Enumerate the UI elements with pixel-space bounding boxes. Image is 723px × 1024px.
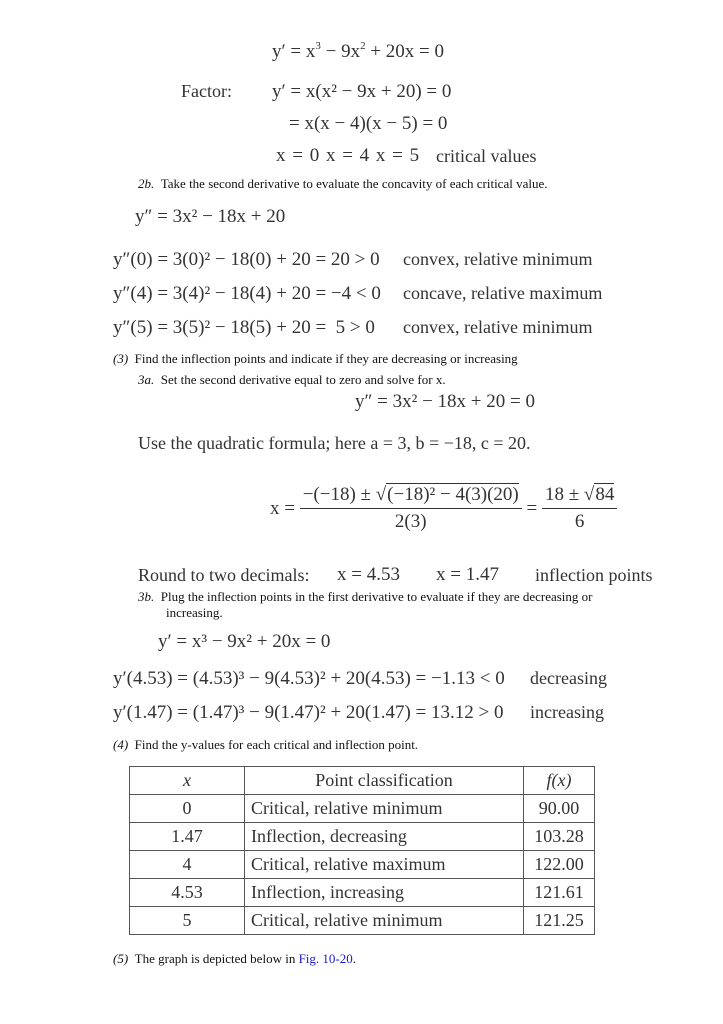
step-4-instruction: (4) Find the y-values for each critical and inflection point. bbox=[113, 737, 419, 752]
slope-eval-453: y′(4.53) = (4.53)³ − 9(4.53)² + 20(4.53) = −1.13 < 0 bbox=[113, 668, 505, 689]
step-3b-instruction: 3b. Plug the inflection points in the first derivative to evaluate if they are decreasing or bbox=[138, 589, 593, 604]
cell-classification: Critical, relative minimum bbox=[245, 907, 524, 935]
step-2b-instruction: 2b. Take the second derivative to evaluate the concavity of each critical value. bbox=[138, 176, 548, 191]
quadratic-formula: x = $\frac{\text{−(−18) ± √(−18)² − 4(3)(20)}}{2(3)}$ = $\frac{18 \pm √84}{6}$ bbox=[270, 484, 617, 533]
concavity-eval-0: y″(0) = 3(0)² − 18(0) + 20 = 20 > 0 bbox=[113, 249, 380, 270]
header-x: x bbox=[130, 767, 245, 795]
first-derivative-equation: $y' = x^3 - 9x^2 + 20x = 0$ bbox=[272, 40, 445, 62]
step-5-instruction: (5) The graph is depicted below in Fig. 10-20. bbox=[113, 951, 356, 966]
factored-equation: y′ = x(x² − 9x + 20) = 0 bbox=[272, 81, 452, 102]
quadratic-formula-note: Use the quadratic formula; here a = 3, b = −18, c = 20. bbox=[138, 433, 531, 453]
cell-fx: 121.61 bbox=[524, 879, 595, 907]
cell-x: 4 bbox=[130, 851, 245, 879]
figure-link[interactable]: Fig. 10-20 bbox=[298, 951, 353, 966]
cell-fx: 90.00 bbox=[524, 795, 595, 823]
step-4-marker: (4) bbox=[113, 737, 129, 752]
cell-fx: 103.28 bbox=[524, 823, 595, 851]
inflection-points-label: inflection points bbox=[535, 565, 653, 585]
concavity-eval-4: y″(4) = 3(4)² − 18(4) + 20 = −4 < 0 bbox=[113, 283, 381, 304]
inflection-x1: x = 4.53 bbox=[337, 564, 400, 585]
cell-x: 0 bbox=[130, 795, 245, 823]
table-row bbox=[130, 851, 595, 879]
step-3a-marker: 3a. bbox=[138, 372, 155, 387]
table-row bbox=[130, 823, 595, 851]
step-3b-marker: 3b. bbox=[138, 589, 155, 604]
concavity-result-0: convex, relative minimum bbox=[403, 249, 593, 269]
critical-values-equation: x = 0 x = 4 x = 5 bbox=[276, 145, 420, 166]
factor-label: Factor: bbox=[181, 81, 232, 101]
concavity-eval-5: y″(5) = 3(5)² − 18(5) + 20 = 5 > 0 bbox=[113, 317, 375, 338]
step-3a-instruction: 3a. Set the second derivative equal to zero and solve for x. bbox=[138, 372, 446, 387]
slope-result-147: increasing bbox=[530, 702, 604, 722]
concavity-result-5: convex, relative minimum bbox=[403, 317, 593, 337]
second-derivative-equation: y″ = 3x² − 18x + 20 bbox=[135, 206, 286, 227]
cell-fx: 122.00 bbox=[524, 851, 595, 879]
concavity-result-4: concave, relative maximum bbox=[403, 283, 603, 303]
table-row bbox=[130, 907, 595, 935]
step-2b-marker: 2b. bbox=[138, 176, 155, 191]
inflection-x2: x = 1.47 bbox=[436, 564, 499, 585]
cell-x: 1.47 bbox=[130, 823, 245, 851]
first-derivative-equation-2: y′ = x³ − 9x² + 20x = 0 bbox=[158, 631, 331, 652]
step-3-marker: (3) bbox=[113, 351, 129, 366]
table-header-row bbox=[130, 767, 595, 795]
header-fx: f(x) bbox=[524, 767, 595, 795]
factored-equation-2: = x(x − 4)(x − 5) = 0 bbox=[289, 113, 448, 134]
cell-classification: Critical, relative maximum bbox=[245, 851, 524, 879]
cell-classification: Inflection, decreasing bbox=[245, 823, 524, 851]
classification-table bbox=[129, 766, 595, 935]
table-row bbox=[130, 879, 595, 907]
slope-result-453: decreasing bbox=[530, 668, 607, 688]
cell-classification: Inflection, increasing bbox=[245, 879, 524, 907]
cell-fx: 121.25 bbox=[524, 907, 595, 935]
cell-classification: Critical, relative minimum bbox=[245, 795, 524, 823]
step-3b-instruction-cont: increasing. bbox=[166, 605, 223, 620]
cell-x: 5 bbox=[130, 907, 245, 935]
critical-values-label: critical values bbox=[436, 146, 537, 166]
cell-x: 4.53 bbox=[130, 879, 245, 907]
step-3-instruction: (3) Find the inflection points and indicate if they are decreasing or increasing bbox=[113, 351, 518, 366]
round-label: Round to two decimals: bbox=[138, 565, 310, 585]
second-derivative-zero-equation: y″ = 3x² − 18x + 20 = 0 bbox=[355, 391, 535, 412]
step-5-marker: (5) bbox=[113, 951, 129, 966]
slope-eval-147: y′(1.47) = (1.47)³ − 9(1.47)² + 20(1.47) = 13.12 > 0 bbox=[113, 702, 504, 723]
table-row bbox=[130, 795, 595, 823]
header-classification: Point classification bbox=[245, 767, 524, 795]
